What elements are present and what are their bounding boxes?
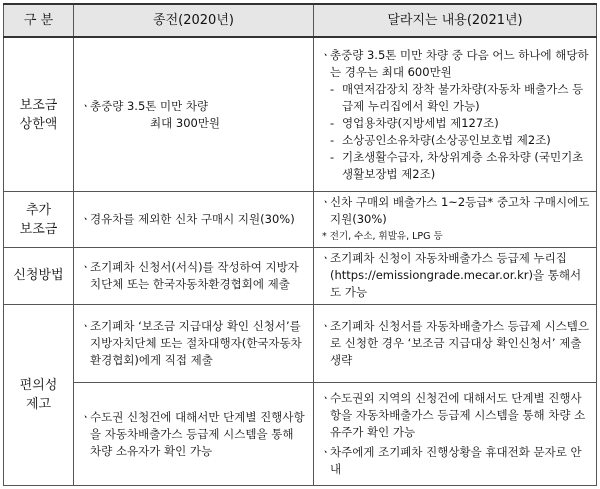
bullet-item xyxy=(320,250,590,301)
bullet-marker: ㆍ xyxy=(80,318,92,333)
category-line: 추가 xyxy=(25,202,52,218)
bullet-item xyxy=(320,318,590,369)
bullet-text: 조기폐차 신청서를 자동차배출가스 등급제 시스템으로 신청한 경우 ‘보조금 지급대상 확인신청서’ 제출 생략 xyxy=(330,318,590,367)
new-convenience-1 xyxy=(314,304,597,383)
bullet-text: 수도권 신청건에 대해서만 단계별 진행사항을 자동차배출가스 등급제 시스템을 통해 차량 소유자가 확인 가능 xyxy=(90,409,305,458)
header-category: 구 분 xyxy=(4,4,74,37)
category-line: 신청방법 xyxy=(13,268,64,284)
category-convenience xyxy=(4,304,74,485)
bullet-text: 차주에게 조기폐차 진행상황을 휴대전화 문자로 안내 xyxy=(330,445,582,477)
sub-item xyxy=(320,81,590,115)
bullet-text: 조기폐차 신청서(서식)를 작성하여 지방자치단체 또는 한국자동차환경협회에 제출 xyxy=(90,259,299,291)
row-application xyxy=(4,248,597,304)
new-application xyxy=(314,248,597,304)
bullet-marker: ㆍ xyxy=(320,391,332,406)
bullet-marker: ㆍ xyxy=(80,212,92,227)
old-subsidy-cap xyxy=(74,37,314,191)
sub-text: 매연저감장치 장착 불가차량(자동차 배출가스 등급제 누리집에서 확인 가능) xyxy=(342,81,584,113)
row-subsidy-cap xyxy=(4,37,597,191)
bullet-item xyxy=(80,98,307,132)
sub-text: 영업용차량(지방세법 제127조) xyxy=(342,115,499,130)
text-line: 총중량 3.5톤 미만 차량 xyxy=(90,98,209,113)
bullet-text: 신차 구매외 배출가스 1~2등급* 중고차 구매시에도 지원(30%) xyxy=(330,195,590,227)
new-subsidy-cap xyxy=(314,37,597,191)
bullet-item xyxy=(80,259,307,293)
sub-item xyxy=(320,132,590,149)
bullet-marker: ㆍ xyxy=(320,445,332,460)
text-line: 최대 300만원 xyxy=(150,115,221,130)
bullet-marker: ㆍ xyxy=(320,195,332,210)
bullet-item xyxy=(320,444,590,478)
bullet-marker: ㆍ xyxy=(80,409,92,424)
bullet-text: 총중량 3.5톤 미만 차량 중 다음 어느 하나에 해당하는 경우는 최대 600만원 xyxy=(330,47,589,79)
bullet-item xyxy=(320,390,590,441)
category-extra-subsidy xyxy=(4,191,74,247)
sub-text: 기초생활수급자, 차상위계층 소유차량 (국민기초생활보장법 제2조) xyxy=(342,149,584,181)
category-subsidy-cap xyxy=(4,37,74,191)
bullet-text: 조기폐차 신청이 자동차배출가스 등급제 누리집 (https://emissiongrade.mecar.or.kr)을 통해서도 가능 xyxy=(330,251,582,300)
row-extra-subsidy xyxy=(4,191,597,247)
category-line: 보조금 xyxy=(19,221,58,237)
sub-marker: - xyxy=(330,132,335,147)
bullet-text: 경유차를 제외한 신차 구매시 지원(30%) xyxy=(90,212,295,227)
new-extra-subsidy xyxy=(314,191,597,247)
category-line: 상한액 xyxy=(19,116,58,132)
old-convenience-2 xyxy=(74,383,314,486)
old-extra-subsidy xyxy=(74,191,314,247)
row-convenience-1 xyxy=(4,304,597,383)
category-application xyxy=(4,248,74,304)
bullet-item xyxy=(80,211,307,228)
sub-marker: - xyxy=(330,149,335,164)
header-new: 달라지는 내용(2021년) xyxy=(314,4,597,37)
bullet-text xyxy=(90,98,307,132)
category-line: 보조금 xyxy=(19,97,58,113)
bullet-marker: ㆍ xyxy=(320,251,332,266)
row-convenience-2 xyxy=(4,383,597,486)
bullet-text: 수도권외 지역의 신청건에 대해서도 단계별 진행사항을 자동차배출가스 등급제 시스템을 통해 차량 소유주가 확인 가능 xyxy=(330,391,586,440)
comparison-table xyxy=(3,3,597,486)
sub-marker: - xyxy=(330,81,335,96)
sub-marker: - xyxy=(330,115,335,130)
sub-item xyxy=(320,115,590,132)
category-line: 편의성 xyxy=(19,377,58,393)
sub-text: 소상공인소유차량(소상공인보호법 제2조) xyxy=(342,132,551,147)
old-convenience-1 xyxy=(74,304,314,383)
bullet-item xyxy=(80,318,307,369)
bullet-item xyxy=(320,194,590,228)
bullet-marker: ㆍ xyxy=(320,318,332,333)
new-convenience-2 xyxy=(314,383,597,486)
bullet-item xyxy=(80,409,307,460)
sub-item xyxy=(320,149,590,183)
category-line: 제고 xyxy=(25,396,52,412)
header-old: 종전(2020년) xyxy=(74,4,314,37)
footnote: * 전기, 수소, 휘발유, LPG 등 xyxy=(322,231,443,243)
header-row xyxy=(4,4,597,37)
bullet-marker: ㆍ xyxy=(80,98,92,113)
old-application xyxy=(74,248,314,304)
bullet-marker: ㆍ xyxy=(320,47,332,62)
bullet-text: 조기폐차 ‘보조금 지급대상 확인 신청서’를 지방자치단체 또는 절차대행자(한국자동차환경협회)에게 직접 제출 xyxy=(90,318,302,367)
bullet-marker: ㆍ xyxy=(80,259,92,274)
bullet-item xyxy=(320,47,590,81)
